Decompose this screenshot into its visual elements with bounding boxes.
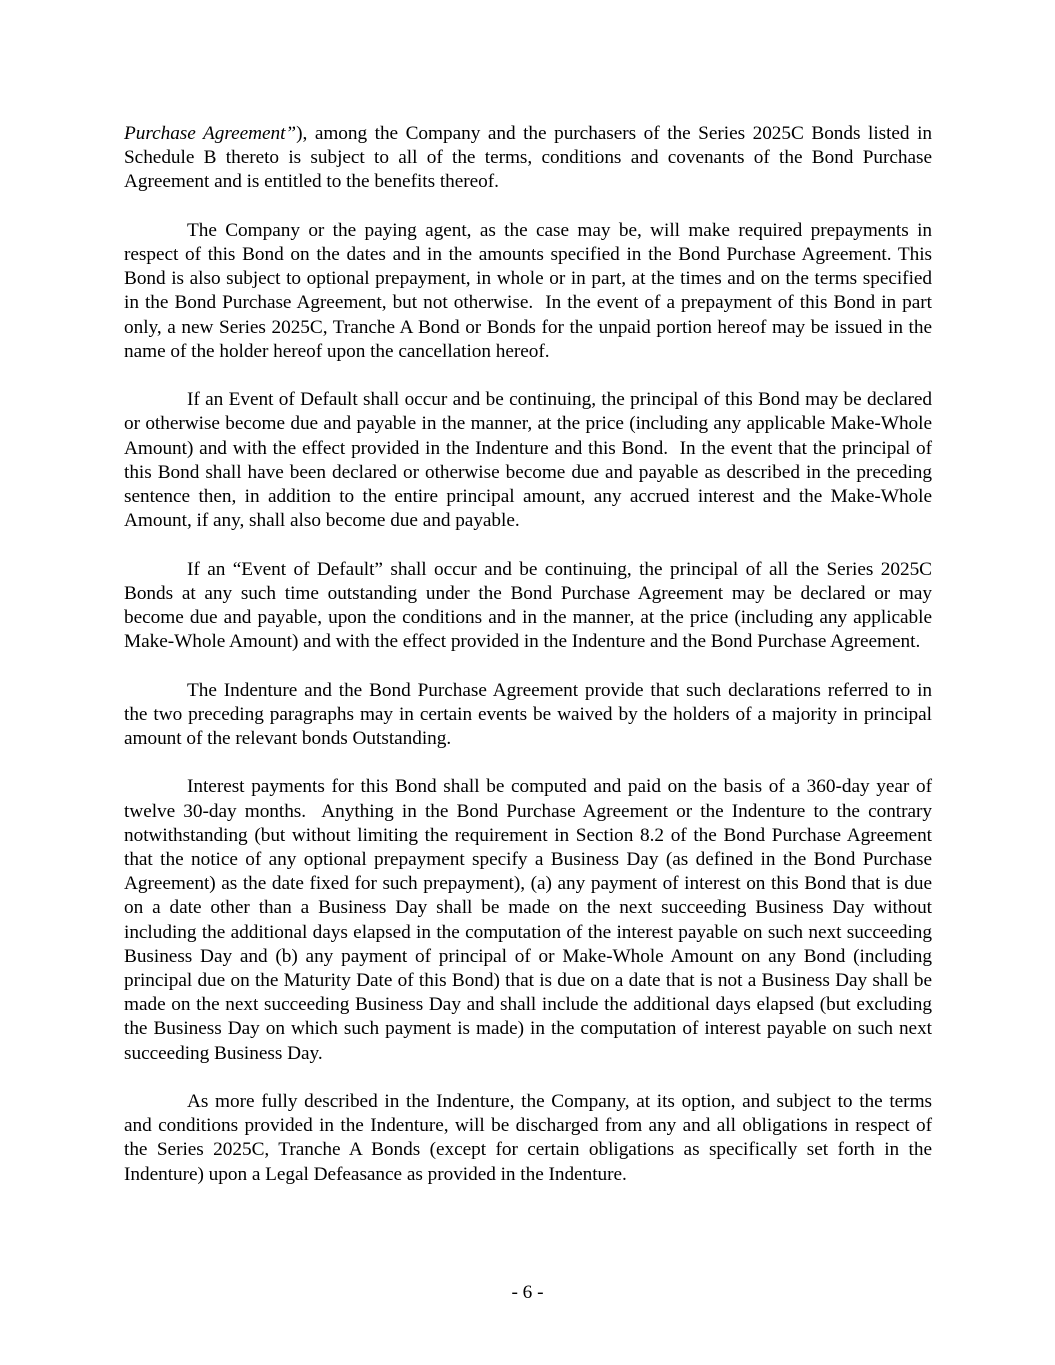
paragraph-text: ), among the Company and the purchasers of the Series 2025C Bonds listed in Schedule B thereto is subject to all of the terms, conditions and covenants of the Bond Purchase Agreement and is entitled to the benefits thereof.: [124, 123, 932, 193]
document-body: [124, 122, 932, 1187]
page-number: - 6 -: [511, 1282, 544, 1303]
paragraph-prepayments: The Company or the paying agent, as the case may be, will make required prepayments in respect of this Bond on the dates and in the amounts specified in the Bond Purchase Agreement. This Bond is also subject to optional prepayment, in whole or in part, at the times and on the terms specified in the Bond Purchase Agreement, but not otherwise. In the event of a prepayment of this Bond in part only, a new Series 2025C, Tranche A Bond or Bonds for the unpaid portion hereof may be issued in the name of the holder hereof upon the cancellation hereof.: [124, 219, 932, 362]
paragraph-interest-payments: Interest payments for this Bond shall be computed and paid on the basis of a 360-day year of twelve 30-day months. Anything in the Bond Purchase Agreement or the Indenture to the contrary notwithstanding (but without limiting the requirement in Section 8.2 of the Bond Purchase Agreement that the notice of any optional prepayment specify a Business Day (as defined in the Bond Purchase Agreement) as the date fixed for such prepayment), (a) any payment of interest on this Bond that is due on a date other than a Business Day shall be made on the next succeeding Business Day without including the additional days elapsed in the computation of the interest payable on such next succeeding Business Day and (b) any payment of principal of or Make-Whole Amount on any Bond (including principal due on the Maturity Date of this Bond) that is due on a date that is not a Business Day shall be made on the next succeeding Business Day and shall include the additional days elapsed (but excluding the Business Day on which such payment is made) in the computation of interest payable on such next succeeding Business Day.: [124, 776, 932, 1064]
paragraph-event-of-default-bond: If an Event of Default shall occur and be continuing, the principal of this Bond may be declared or otherwise become due and payable in the manner, at the price (including any applicable Make-Whole Amount) and with the effect provided in the Indenture and this Bond. In the event that the principal of this Bond shall have been declared or otherwise become due and payable as described in the preceding sentence then, in addition to the entire principal amount, any accrued interest and the Make-Whole Amount, if any, shall also become due and payable.: [124, 389, 932, 532]
paragraph-event-of-default-series: If an “Event of Default” shall occur and be continuing, the principal of all the Series 2025C Bonds at any such time outstanding under the Bond Purchase Agreement may be declared or may become due and payable, upon the conditions and in the manner, at the price (including any applicable Make-Whole Amount) and with the effect provided in the Indenture and the Bond Purchase Agreement.: [124, 558, 932, 653]
paragraph-continuation: [124, 122, 932, 195]
paragraph-defeasance: As more fully described in the Indenture, the Company, at its option, and subject to the terms and conditions provided in the Indenture, will be discharged from any and all obligations in respect of the Series 2025C, Tranche A Bonds (except for certain obligations as specifically set forth in the Indenture) upon a Legal Defeasance as provided in the Indenture.: [124, 1091, 932, 1185]
paragraph-waiver: The Indenture and the Bond Purchase Agreement provide that such declarations referred to in the two preceding paragraphs may in certain events be waived by the holders of a majority in principal amount of the relevant bonds Outstanding.: [124, 679, 932, 750]
italic-lead-text: Purchase Agreement”: [124, 123, 297, 144]
